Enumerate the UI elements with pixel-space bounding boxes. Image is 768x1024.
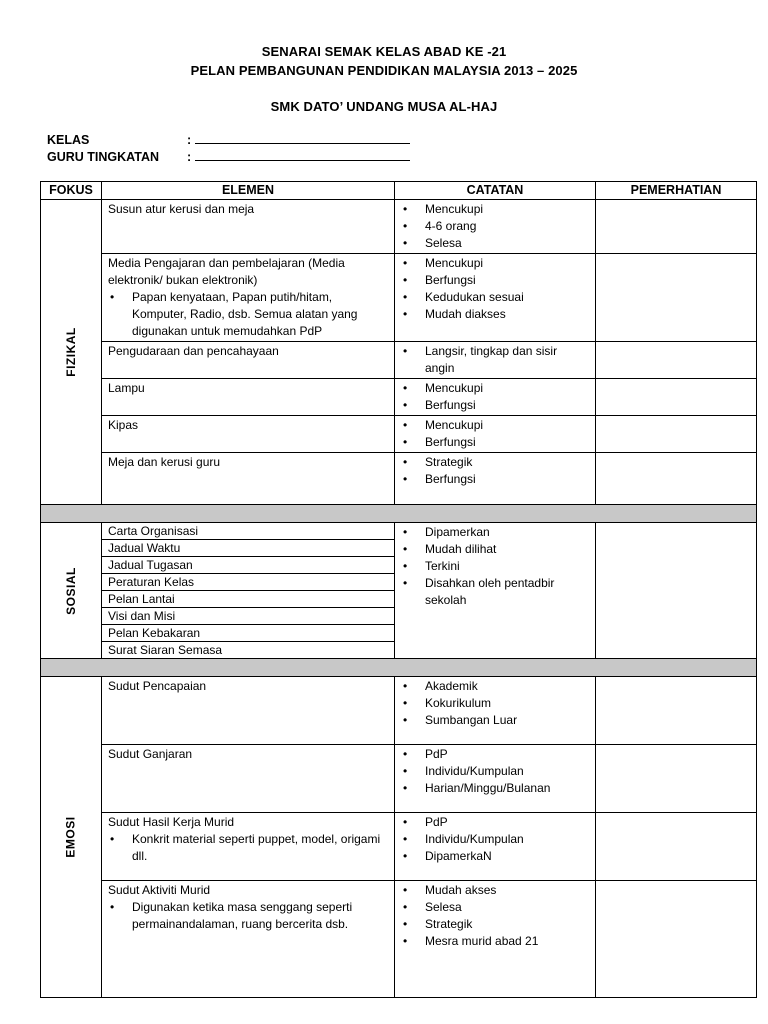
bullet-item: • Dipamerkan — [401, 524, 589, 541]
element-cell — [102, 342, 395, 379]
sosial-element: Carta Organisasi — [102, 523, 394, 540]
bullet-item: • Harian/Minggu/Bulanan — [401, 780, 589, 797]
catatan-list — [401, 524, 589, 609]
element-title: Sudut Aktiviti Murid — [108, 883, 211, 897]
col-fokus: FOKUS — [41, 182, 102, 200]
school-name: SMK DATO’ UNDANG MUSA AL-HAJ — [270, 99, 498, 114]
catatan-list — [401, 417, 589, 451]
bullet-item: • Mesra murid abad 21 — [401, 933, 589, 950]
focus-emosi-label: EMOSI — [63, 816, 78, 858]
focus-emosi — [41, 677, 102, 998]
catatan-list — [401, 201, 589, 252]
table-row — [41, 813, 757, 881]
sosial-element: Surat Siaran Semasa — [108, 643, 223, 657]
table-row — [41, 200, 757, 254]
pemerhatian-cell[interactable] — [596, 416, 757, 453]
bullet-item: • Terkini — [401, 558, 589, 575]
title-line-2: PELAN PEMBANGUNAN PENDIDIKAN MALAYSIA 2013 – 2025 — [190, 63, 578, 78]
kelas-colon: : — [187, 133, 192, 147]
catatan-cell — [395, 254, 596, 342]
bullet-item: • Mencukupi — [401, 201, 589, 218]
pemerhatian-cell[interactable] — [596, 453, 757, 505]
sosial-element: Visi dan Misi — [102, 608, 394, 625]
catatan-list — [401, 454, 589, 488]
bullet-item: • Konkrit material seperti puppet, model, origami dll. — [108, 831, 388, 865]
element-title: Sudut Hasil Kerja Murid — [108, 815, 235, 829]
catatan-list — [401, 814, 589, 865]
element-cell — [102, 677, 395, 745]
guru-blank-line — [195, 149, 410, 161]
bullet-item: • Langsir, tingkap dan sisir angin — [401, 343, 589, 377]
bullet-item: • Mencukupi — [401, 417, 589, 434]
pemerhatian-cell[interactable] — [596, 745, 757, 813]
element-cell — [102, 745, 395, 813]
bullet-item: • Mudah diakses — [401, 306, 589, 323]
guru-label: GURU TINGKATAN — [47, 150, 160, 164]
sosial-element: Jadual Waktu — [102, 540, 394, 557]
element-title: Pengudaraan dan pencahayaan — [108, 344, 279, 358]
catatan-cell — [395, 379, 596, 416]
pemerhatian-cell[interactable] — [596, 379, 757, 416]
table-row — [41, 745, 757, 813]
pemerhatian-cell[interactable] — [596, 342, 757, 379]
pemerhatian-cell[interactable] — [596, 677, 757, 745]
element-cell — [102, 254, 395, 342]
section-divider — [41, 659, 757, 677]
focus-fizikal-label: FIZIKAL — [64, 327, 78, 377]
sosial-element: Pelan Lantai — [102, 591, 394, 608]
catatan-cell — [395, 453, 596, 505]
divider-cell — [41, 659, 757, 677]
bullet-item: • Individu/Kumpulan — [401, 763, 589, 780]
table-row — [41, 453, 757, 505]
col-pemerhatian: PEMERHATIAN — [596, 182, 757, 200]
element-bullets — [108, 289, 388, 340]
catatan-list — [401, 380, 589, 414]
bullet-item: • Strategik — [401, 916, 589, 933]
pemerhatian-cell[interactable] — [596, 254, 757, 342]
bullet-item: • Mencukupi — [401, 380, 589, 397]
bullet-item: • DipamerkaN — [401, 848, 589, 865]
catatan-cell — [395, 342, 596, 379]
element-title: Media Pengajaran dan pembelajaran (Media elektronik/ bukan elektronik) — [108, 256, 345, 287]
element-cell — [102, 813, 395, 881]
bullet-item: • Berfungsi — [401, 397, 589, 414]
catatan-cell — [395, 200, 596, 254]
bullet-item: • Kedudukan sesuai — [401, 289, 589, 306]
element-title: Lampu — [108, 381, 145, 395]
table-row — [41, 254, 757, 342]
kelas-blank-line — [195, 132, 410, 144]
title-line-1: SENARAI SEMAK KELAS ABAD KE -21 — [261, 44, 507, 59]
catatan-cell — [395, 523, 596, 659]
bullet-item: • Sumbangan Luar — [401, 712, 589, 729]
bullet-item: • Individu/Kumpulan — [401, 831, 589, 848]
table-row — [41, 881, 757, 998]
element-title: Meja dan kerusi guru — [108, 455, 221, 469]
catatan-cell — [395, 677, 596, 745]
bullet-item: • Mencukupi — [401, 255, 589, 272]
bullet-item: • Papan kenyataan, Papan putih/hitam, Komputer, Radio, dsb. Semua alatan yang digunakan untuk memudahkan PdP — [108, 289, 388, 340]
element-title: Kipas — [108, 418, 139, 432]
bullet-item: • Berfungsi — [401, 471, 589, 488]
bullet-item: • Berfungsi — [401, 272, 589, 289]
element-cell — [102, 416, 395, 453]
bullet-item: • Akademik — [401, 678, 589, 695]
bullet-item: • Mudah dilihat — [401, 541, 589, 558]
element-cell — [102, 200, 395, 254]
header-row — [41, 182, 757, 200]
bullet-item: • Selesa — [401, 899, 589, 916]
col-catatan: CATATAN — [395, 182, 596, 200]
catatan-list — [401, 343, 589, 377]
guru-colon: : — [187, 150, 192, 164]
catatan-list — [401, 255, 589, 323]
bullet-item: • Mudah akses — [401, 882, 589, 899]
bullet-item: • Berfungsi — [401, 434, 589, 451]
table-row — [41, 379, 757, 416]
pemerhatian-cell[interactable] — [596, 813, 757, 881]
bullet-item: • PdP — [401, 814, 589, 831]
table-row — [41, 416, 757, 453]
pemerhatian-cell[interactable] — [596, 200, 757, 254]
bullet-item: • Kokurikulum — [401, 695, 589, 712]
bullet-item: • 4-6 orang — [401, 218, 589, 235]
element-title: Sudut Ganjaran — [108, 747, 193, 761]
element-title: Sudut Pencapaian — [108, 679, 207, 693]
bullet-item: • Digunakan ketika masa senggang seperti permainandalaman, ruang bercerita dsb. — [108, 899, 388, 933]
table-row — [41, 342, 757, 379]
catatan-list — [401, 746, 589, 797]
sosial-element: Pelan Kebakaran — [102, 625, 394, 642]
focus-sosial-label: SOSIAL — [63, 566, 78, 615]
focus-sosial — [41, 523, 102, 659]
bullet-item: • Disahkan oleh pentadbir sekolah — [401, 575, 589, 609]
catatan-cell — [395, 881, 596, 998]
table-row — [41, 523, 757, 659]
catatan-list — [401, 882, 589, 950]
element-cell — [102, 523, 395, 659]
catatan-cell — [395, 813, 596, 881]
kelas-label: KELAS — [47, 133, 90, 147]
focus-fizikal — [41, 200, 102, 505]
col-elemen: ELEMEN — [102, 182, 395, 200]
element-bullets — [108, 831, 388, 865]
divider-cell — [41, 505, 757, 523]
element-cell — [102, 881, 395, 998]
checklist-table — [40, 181, 757, 998]
sosial-element: Peraturan Kelas — [102, 574, 394, 591]
section-divider — [41, 505, 757, 523]
table-row — [41, 677, 757, 745]
kelas-field — [47, 132, 410, 147]
pemerhatian-cell[interactable] — [596, 523, 757, 659]
sosial-element: Jadual Tugasan — [102, 557, 394, 574]
guru-field — [47, 149, 410, 164]
bullet-item: • PdP — [401, 746, 589, 763]
bullet-item: • Strategik — [401, 454, 589, 471]
pemerhatian-cell[interactable] — [596, 881, 757, 998]
bullet-item: • Selesa — [401, 235, 589, 252]
element-bullets — [108, 899, 388, 933]
element-title: Susun atur kerusi dan meja — [108, 202, 255, 216]
catatan-list — [401, 678, 589, 729]
catatan-cell — [395, 745, 596, 813]
catatan-cell — [395, 416, 596, 453]
element-cell — [102, 379, 395, 416]
element-cell — [102, 453, 395, 505]
